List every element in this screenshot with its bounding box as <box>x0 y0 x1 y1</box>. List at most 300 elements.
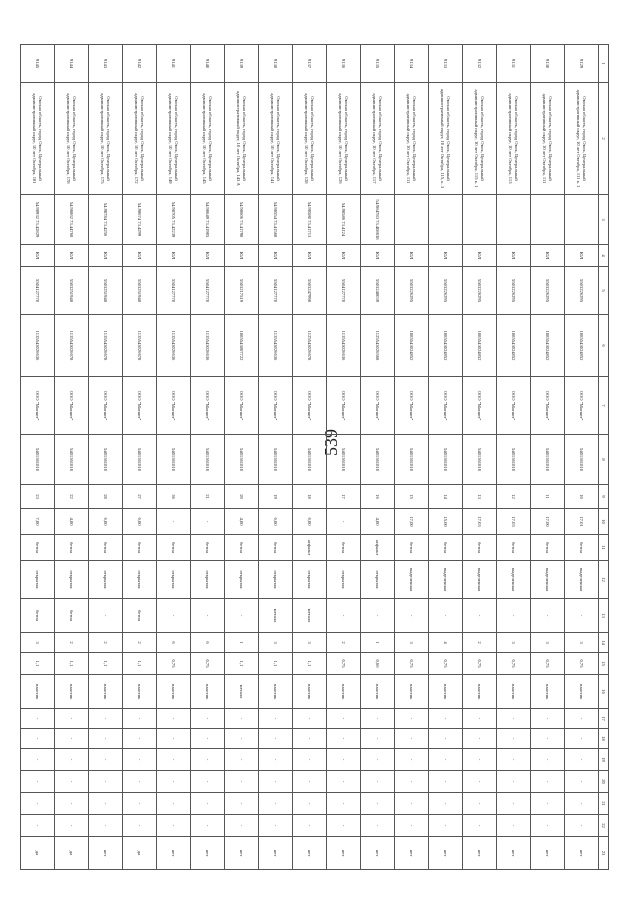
table-cell: 3 <box>293 633 327 653</box>
table-cell: 1085543007722 <box>225 315 259 377</box>
table-cell: 0,75 <box>395 653 429 675</box>
table-cell: - <box>565 599 599 633</box>
table-cell: - <box>463 599 497 633</box>
table-cell: 6,00 <box>89 509 123 535</box>
table-cell: выделенная <box>497 561 531 599</box>
table-cell: 54.984783 73.408638 <box>361 195 395 245</box>
table-cell: бетон <box>21 535 55 561</box>
table-cell: ООО "Магнит" <box>361 377 395 435</box>
table-cell: - <box>361 793 395 815</box>
table-cell: 9130 <box>531 45 565 83</box>
table-cell: открытая <box>259 561 293 599</box>
table-cell: 1135543026636 <box>327 315 361 377</box>
table-cell: ЮЛ <box>361 245 395 267</box>
table-cell: 16 <box>361 485 395 509</box>
table-cell: 4,00 <box>55 509 89 535</box>
table-cell: - <box>123 709 157 729</box>
table-cell: 1085543024852 <box>565 315 599 377</box>
table-cell: пластик <box>191 675 225 709</box>
table-cell: 18 <box>293 485 327 509</box>
table-cell: бетон <box>55 599 89 633</box>
table-cell: - <box>55 815 89 837</box>
address-cell: Омская область, город Омск, Центральный административный округ, 10 лет Октября, 111 к. 1 <box>565 83 599 195</box>
table-cell: ООО "Магнит" <box>21 377 55 435</box>
table-cell: бетон <box>429 535 463 561</box>
table-cell: выделенная <box>463 561 497 599</box>
table-cell: - <box>123 729 157 749</box>
table-cell: - <box>497 771 531 793</box>
table-cell: 23 <box>21 485 55 509</box>
table-cell: - <box>395 771 429 793</box>
table-cell: 6,00 <box>293 509 327 535</box>
page-number: 539 <box>321 429 341 456</box>
table-cell: 13 <box>463 485 497 509</box>
table-cell <box>497 195 531 245</box>
table-cell: нет <box>429 837 463 870</box>
table-cell: - <box>225 709 259 729</box>
address-cell: Омская область, город Омск, Центральный административный округ, 10 лет Октября, 115 к. 1 <box>463 83 497 195</box>
table-cell: 5504127770 <box>21 267 55 315</box>
table-cell: - <box>157 815 191 837</box>
table-cell: 5401361810 <box>531 435 565 485</box>
table-cell: - <box>531 599 565 633</box>
table-cell: - <box>429 729 463 749</box>
table-cell: - <box>429 793 463 815</box>
table-cell: - <box>21 749 55 771</box>
table-cell: открытая <box>123 561 157 599</box>
table-cell: - <box>191 793 225 815</box>
table-cell: 2 <box>89 633 123 653</box>
table-cell: 21 <box>191 485 225 509</box>
table-cell: 15.00 <box>429 509 463 535</box>
table-cell: 0,75 <box>157 653 191 675</box>
table-cell: - <box>565 771 599 793</box>
table-cell: 0,75 <box>463 653 497 675</box>
column-header: 23 <box>599 837 609 870</box>
table-cell: бетон <box>123 599 157 633</box>
table-cell: - <box>429 815 463 837</box>
table-cell: - <box>531 771 565 793</box>
table-cell: 10 <box>565 485 599 509</box>
table-cell: - <box>21 793 55 815</box>
table-cell: - <box>293 749 327 771</box>
table-cell: - <box>429 709 463 729</box>
table-row <box>225 45 259 870</box>
column-header: 11 <box>599 535 609 561</box>
table-cell: ЮЛ <box>395 245 429 267</box>
table-cell: - <box>395 793 429 815</box>
table-cell: ООО "Магнит" <box>225 377 259 435</box>
table-cell: 1135543026678 <box>123 315 157 377</box>
table-cell: открытая <box>361 561 395 599</box>
table-cell: нет <box>327 837 361 870</box>
table-cell: 9131 <box>497 45 531 83</box>
table-cell: 5401361810 <box>361 435 395 485</box>
table-cell: 3 <box>21 633 55 653</box>
table-cell: 9139 <box>225 45 259 83</box>
table-cell: 5504127770 <box>327 267 361 315</box>
table-cell: - <box>327 771 361 793</box>
table-cell: 0,75 <box>531 653 565 675</box>
table-cell: ООО "Магнит" <box>123 377 157 435</box>
table-cell: 3 <box>565 633 599 653</box>
address-cell: Омская область, город Омск, Центральный административный округ, 10 лет Октября, 117 <box>361 83 395 195</box>
table-cell: 0,66 <box>361 653 395 675</box>
address-cell: Омская область, город Омск, Центральный административный округ, 10 лет Октября, 113 <box>497 83 531 195</box>
table-cell: - <box>225 729 259 749</box>
table-cell: 1135543026636 <box>259 315 293 377</box>
table-cell: нет <box>259 837 293 870</box>
column-header: 12 <box>599 561 609 599</box>
table-cell: нет <box>89 837 123 870</box>
table-cell: ЮЛ <box>497 245 531 267</box>
table-cell: ООО "Магнит" <box>565 377 599 435</box>
table-cell: ЮЛ <box>565 245 599 267</box>
table-cell: - <box>123 771 157 793</box>
table-cell: ЮЛ <box>123 245 157 267</box>
table-cell: - <box>191 599 225 633</box>
table-cell: 5401361810 <box>497 435 531 485</box>
table-cell: открытая <box>327 561 361 599</box>
table-cell: 9135 <box>361 45 395 83</box>
table-cell: 17.01 <box>565 509 599 535</box>
table-cell: - <box>123 815 157 837</box>
table-cell: 17 <box>327 485 361 509</box>
table-cell: ООО "Магнит" <box>191 377 225 435</box>
table-cell: - <box>157 771 191 793</box>
table-cell: 9144 <box>55 45 89 83</box>
table-cell: - <box>395 749 429 771</box>
table-cell: 11 <box>531 485 565 509</box>
table-cell: 54.98862 73.44768 <box>55 195 89 245</box>
table-cell: 17.03 <box>497 509 531 535</box>
table-cell: ООО "Магнит" <box>429 377 463 435</box>
table-cell: 5503226295 <box>565 267 599 315</box>
table-cell: 1 <box>361 633 395 653</box>
table-cell: - <box>191 771 225 793</box>
table-cell: 2 <box>123 633 157 653</box>
table-cell: нет <box>225 837 259 870</box>
address-cell: Омская область, город Омск, Центральный административный округ, 10 лет Октября, 181 <box>21 83 55 195</box>
table-cell: 9145 <box>21 45 55 83</box>
table-row <box>497 45 531 870</box>
table-cell: - <box>157 709 191 729</box>
scan-edge <box>6 0 10 905</box>
table-cell: бетон <box>123 535 157 561</box>
table-cell: 3 <box>259 633 293 653</box>
table-cell: ЮЛ <box>55 245 89 267</box>
table-cell: - <box>565 815 599 837</box>
table-cell: 1135543026636 <box>21 315 55 377</box>
table-cell: - <box>497 749 531 771</box>
table-cell: - <box>259 793 293 815</box>
table-cell: - <box>225 599 259 633</box>
table-cell: нет <box>463 837 497 870</box>
table-cell: пластик <box>89 675 123 709</box>
table-cell: - <box>293 709 327 729</box>
table-cell: 5503226295 <box>531 267 565 315</box>
table-cell: - <box>55 771 89 793</box>
table-cell: - <box>565 793 599 815</box>
table-cell: асфальт <box>293 535 327 561</box>
table-cell: нет <box>361 837 395 870</box>
table-cell: - <box>293 793 327 815</box>
table-cell: - <box>123 749 157 771</box>
table-cell: пластик <box>293 675 327 709</box>
table-cell: - <box>327 599 361 633</box>
table-cell: - <box>55 709 89 729</box>
register-table <box>20 44 609 870</box>
table-cell <box>463 195 497 245</box>
table-cell: 1,1 <box>55 653 89 675</box>
table-cell: ООО "Магнит" <box>89 377 123 435</box>
table-cell: 54.98784 73.4256 <box>89 195 123 245</box>
table-cell: 5401361810 <box>225 435 259 485</box>
address-cell: Омская область, город Омск, Центральный административный округ, 10 лет Октября, 172 <box>123 83 157 195</box>
table-cell: 5401361810 <box>429 435 463 485</box>
table-cell: 17,00 <box>395 509 429 535</box>
table-cell: 17.03 <box>463 509 497 535</box>
table-body <box>21 45 599 870</box>
table-cell: пластик <box>123 675 157 709</box>
table-row <box>259 45 293 870</box>
column-header: 19 <box>599 749 609 771</box>
table-cell: - <box>191 729 225 749</box>
table-cell: - <box>463 771 497 793</box>
table-cell: - <box>89 709 123 729</box>
table-cell: 0,75 <box>565 653 599 675</box>
table-cell: - <box>157 509 191 535</box>
table-cell: бетон <box>55 535 89 561</box>
table-cell: 5401361810 <box>89 435 123 485</box>
table-cell: пластик <box>565 675 599 709</box>
table-cell: 5503251948 <box>55 267 89 315</box>
table-cell: - <box>531 729 565 749</box>
table-cell: - <box>463 815 497 837</box>
table-cell: нет <box>293 837 327 870</box>
table-cell: - <box>463 709 497 729</box>
table-cell: 14 <box>429 485 463 509</box>
address-cell: Омская область, город Омск, Центральный административный округ, 10 лет Октября, 178 <box>55 83 89 195</box>
table-cell: ООО "Магнит" <box>55 377 89 435</box>
table-cell: - <box>361 599 395 633</box>
column-header: 5 <box>599 267 609 315</box>
table-cell: 1085543024852 <box>497 315 531 377</box>
table-cell: 5503247998 <box>293 267 327 315</box>
table-cell: 5504127770 <box>259 267 293 315</box>
table-cell: - <box>21 729 55 749</box>
table-cell: - <box>157 749 191 771</box>
column-header: 18 <box>599 729 609 749</box>
table-cell: пластик <box>463 675 497 709</box>
table-cell: пластик <box>55 675 89 709</box>
table-cell: 1085543024852 <box>531 315 565 377</box>
table-row <box>395 45 429 870</box>
table-cell: бетон <box>497 535 531 561</box>
table-cell: 5401361810 <box>463 435 497 485</box>
table-cell: выделенная <box>395 561 429 599</box>
table-cell: 22 <box>55 485 89 509</box>
table-cell: - <box>327 749 361 771</box>
table-cell: 9141 <box>157 45 191 83</box>
table-cell: - <box>361 815 395 837</box>
table-cell: 54.98580 73.41713 <box>293 195 327 245</box>
table-cell: 6 <box>157 633 191 653</box>
table-row <box>55 45 89 870</box>
table-cell: 5503226295 <box>463 267 497 315</box>
table-cell: - <box>395 729 429 749</box>
table-cell: 1085543024852 <box>395 315 429 377</box>
column-header: 3 <box>599 195 609 245</box>
table-cell: - <box>327 793 361 815</box>
table-cell: пластик <box>497 675 531 709</box>
column-header: 15 <box>599 653 609 675</box>
table-cell: - <box>531 749 565 771</box>
column-header: 8 <box>599 435 609 485</box>
table-cell: - <box>429 749 463 771</box>
table-cell: - <box>497 815 531 837</box>
table-row <box>327 45 361 870</box>
table-row <box>157 45 191 870</box>
column-header: 14 <box>599 633 609 653</box>
table-cell: 1,1 <box>293 653 327 675</box>
table-cell: 1,1 <box>225 653 259 675</box>
table-cell: 3 <box>395 633 429 653</box>
table-cell: пластик <box>157 675 191 709</box>
address-cell: Омская область, город Омск, Центральный административный округ, 10 лет Октября, 111 <box>395 83 429 195</box>
table-cell: ООО "Магнит" <box>497 377 531 435</box>
table-cell: - <box>191 509 225 535</box>
table-cell: - <box>361 729 395 749</box>
column-header: 9 <box>599 485 609 509</box>
address-cell: Омская область, город Омск, Центральный административный округ, 10 лет Октября, 111 <box>531 83 565 195</box>
table-cell: 0,75 <box>327 653 361 675</box>
table-cell: 5401361810 <box>55 435 89 485</box>
table-cell: 1,1 <box>89 653 123 675</box>
table-cell: - <box>361 709 395 729</box>
table-cell: нет <box>157 837 191 870</box>
column-header: 21 <box>599 793 609 815</box>
table-cell: - <box>259 749 293 771</box>
table-cell: - <box>259 771 293 793</box>
table-cell: бетон <box>463 535 497 561</box>
table-cell: нет <box>395 837 429 870</box>
table-cell: выделенная <box>565 561 599 599</box>
table-cell: 5503251948 <box>123 267 157 315</box>
table-cell: 5503226295 <box>429 267 463 315</box>
table-cell: - <box>293 815 327 837</box>
table-cell: открытая <box>21 561 55 599</box>
table-cell: нет <box>565 837 599 870</box>
table-cell: 5401361810 <box>259 435 293 485</box>
column-header: 2 <box>599 83 609 195</box>
table-cell: ЮЛ <box>293 245 327 267</box>
column-header: 6 <box>599 315 609 377</box>
table-cell: 1125543026568 <box>361 315 395 377</box>
table-cell: 4,00 <box>361 509 395 535</box>
table-cell: - <box>157 599 191 633</box>
table-cell: 6 <box>191 633 225 653</box>
table-cell: - <box>463 729 497 749</box>
column-header: 1 <box>599 45 609 83</box>
table-cell: - <box>191 709 225 729</box>
table-cell: - <box>565 729 599 749</box>
table-cell: - <box>531 709 565 729</box>
table-cell: - <box>191 749 225 771</box>
table-cell: ЮЛ <box>429 245 463 267</box>
table-cell: ЮЛ <box>157 245 191 267</box>
table-cell: 5503217519 <box>225 267 259 315</box>
table-cell: 17.00 <box>531 509 565 535</box>
table-cell: - <box>531 815 565 837</box>
table-cell: бетон <box>191 535 225 561</box>
table-cell: - <box>293 729 327 749</box>
table-cell: - <box>157 729 191 749</box>
table-cell: ЮЛ <box>191 245 225 267</box>
table-cell: - <box>89 793 123 815</box>
table-cell: 7,00 <box>21 509 55 535</box>
table-cell <box>531 195 565 245</box>
table-cell: 6,00 <box>259 509 293 535</box>
table-cell: 5503248039 <box>361 267 395 315</box>
table-cell: ООО "Магнит" <box>259 377 293 435</box>
table-row <box>429 45 463 870</box>
table-row <box>531 45 565 870</box>
table-cell: ЮЛ <box>531 245 565 267</box>
table-cell: нет <box>531 837 565 870</box>
table-cell: 9140 <box>191 45 225 83</box>
table-cell: бетон <box>531 535 565 561</box>
table-cell: - <box>361 771 395 793</box>
table-cell: - <box>89 771 123 793</box>
table-cell: 6,00 <box>123 509 157 535</box>
table-cell: ЮЛ <box>225 245 259 267</box>
table-cell: 20 <box>225 485 259 509</box>
table-cell: бетон <box>395 535 429 561</box>
table-cell: 0,75 <box>429 653 463 675</box>
table-row <box>123 45 157 870</box>
table-cell: 15 <box>395 485 429 509</box>
table-cell: ООО "Магнит" <box>395 377 429 435</box>
table-cell: - <box>21 815 55 837</box>
table-cell: 5401361810 <box>157 435 191 485</box>
table-cell: - <box>395 599 429 633</box>
table-cell: бетон <box>327 535 361 561</box>
table-cell: бетон <box>21 599 55 633</box>
table-cell: ЮЛ <box>259 245 293 267</box>
table-cell: 5503226295 <box>497 267 531 315</box>
table-cell: 5401361810 <box>565 435 599 485</box>
column-header: 10 <box>599 509 609 535</box>
table-cell: 1,1 <box>123 653 157 675</box>
table-cell: нет <box>497 837 531 870</box>
table-cell: - <box>225 815 259 837</box>
column-header: 22 <box>599 815 609 837</box>
table-cell: - <box>497 599 531 633</box>
table-cell: ООО "Магнит" <box>531 377 565 435</box>
column-header: 17 <box>599 709 609 729</box>
column-header: 16 <box>599 675 609 709</box>
table-cell: 9138 <box>259 45 293 83</box>
table-cell: 4 <box>429 633 463 653</box>
table-cell: металл <box>293 599 327 633</box>
table-cell: пластик <box>21 675 55 709</box>
table-cell: - <box>89 749 123 771</box>
table-cell: 2 <box>463 633 497 653</box>
table-cell: открытая <box>55 561 89 599</box>
table-cell: 3 <box>531 633 565 653</box>
table-cell: 9134 <box>395 45 429 83</box>
